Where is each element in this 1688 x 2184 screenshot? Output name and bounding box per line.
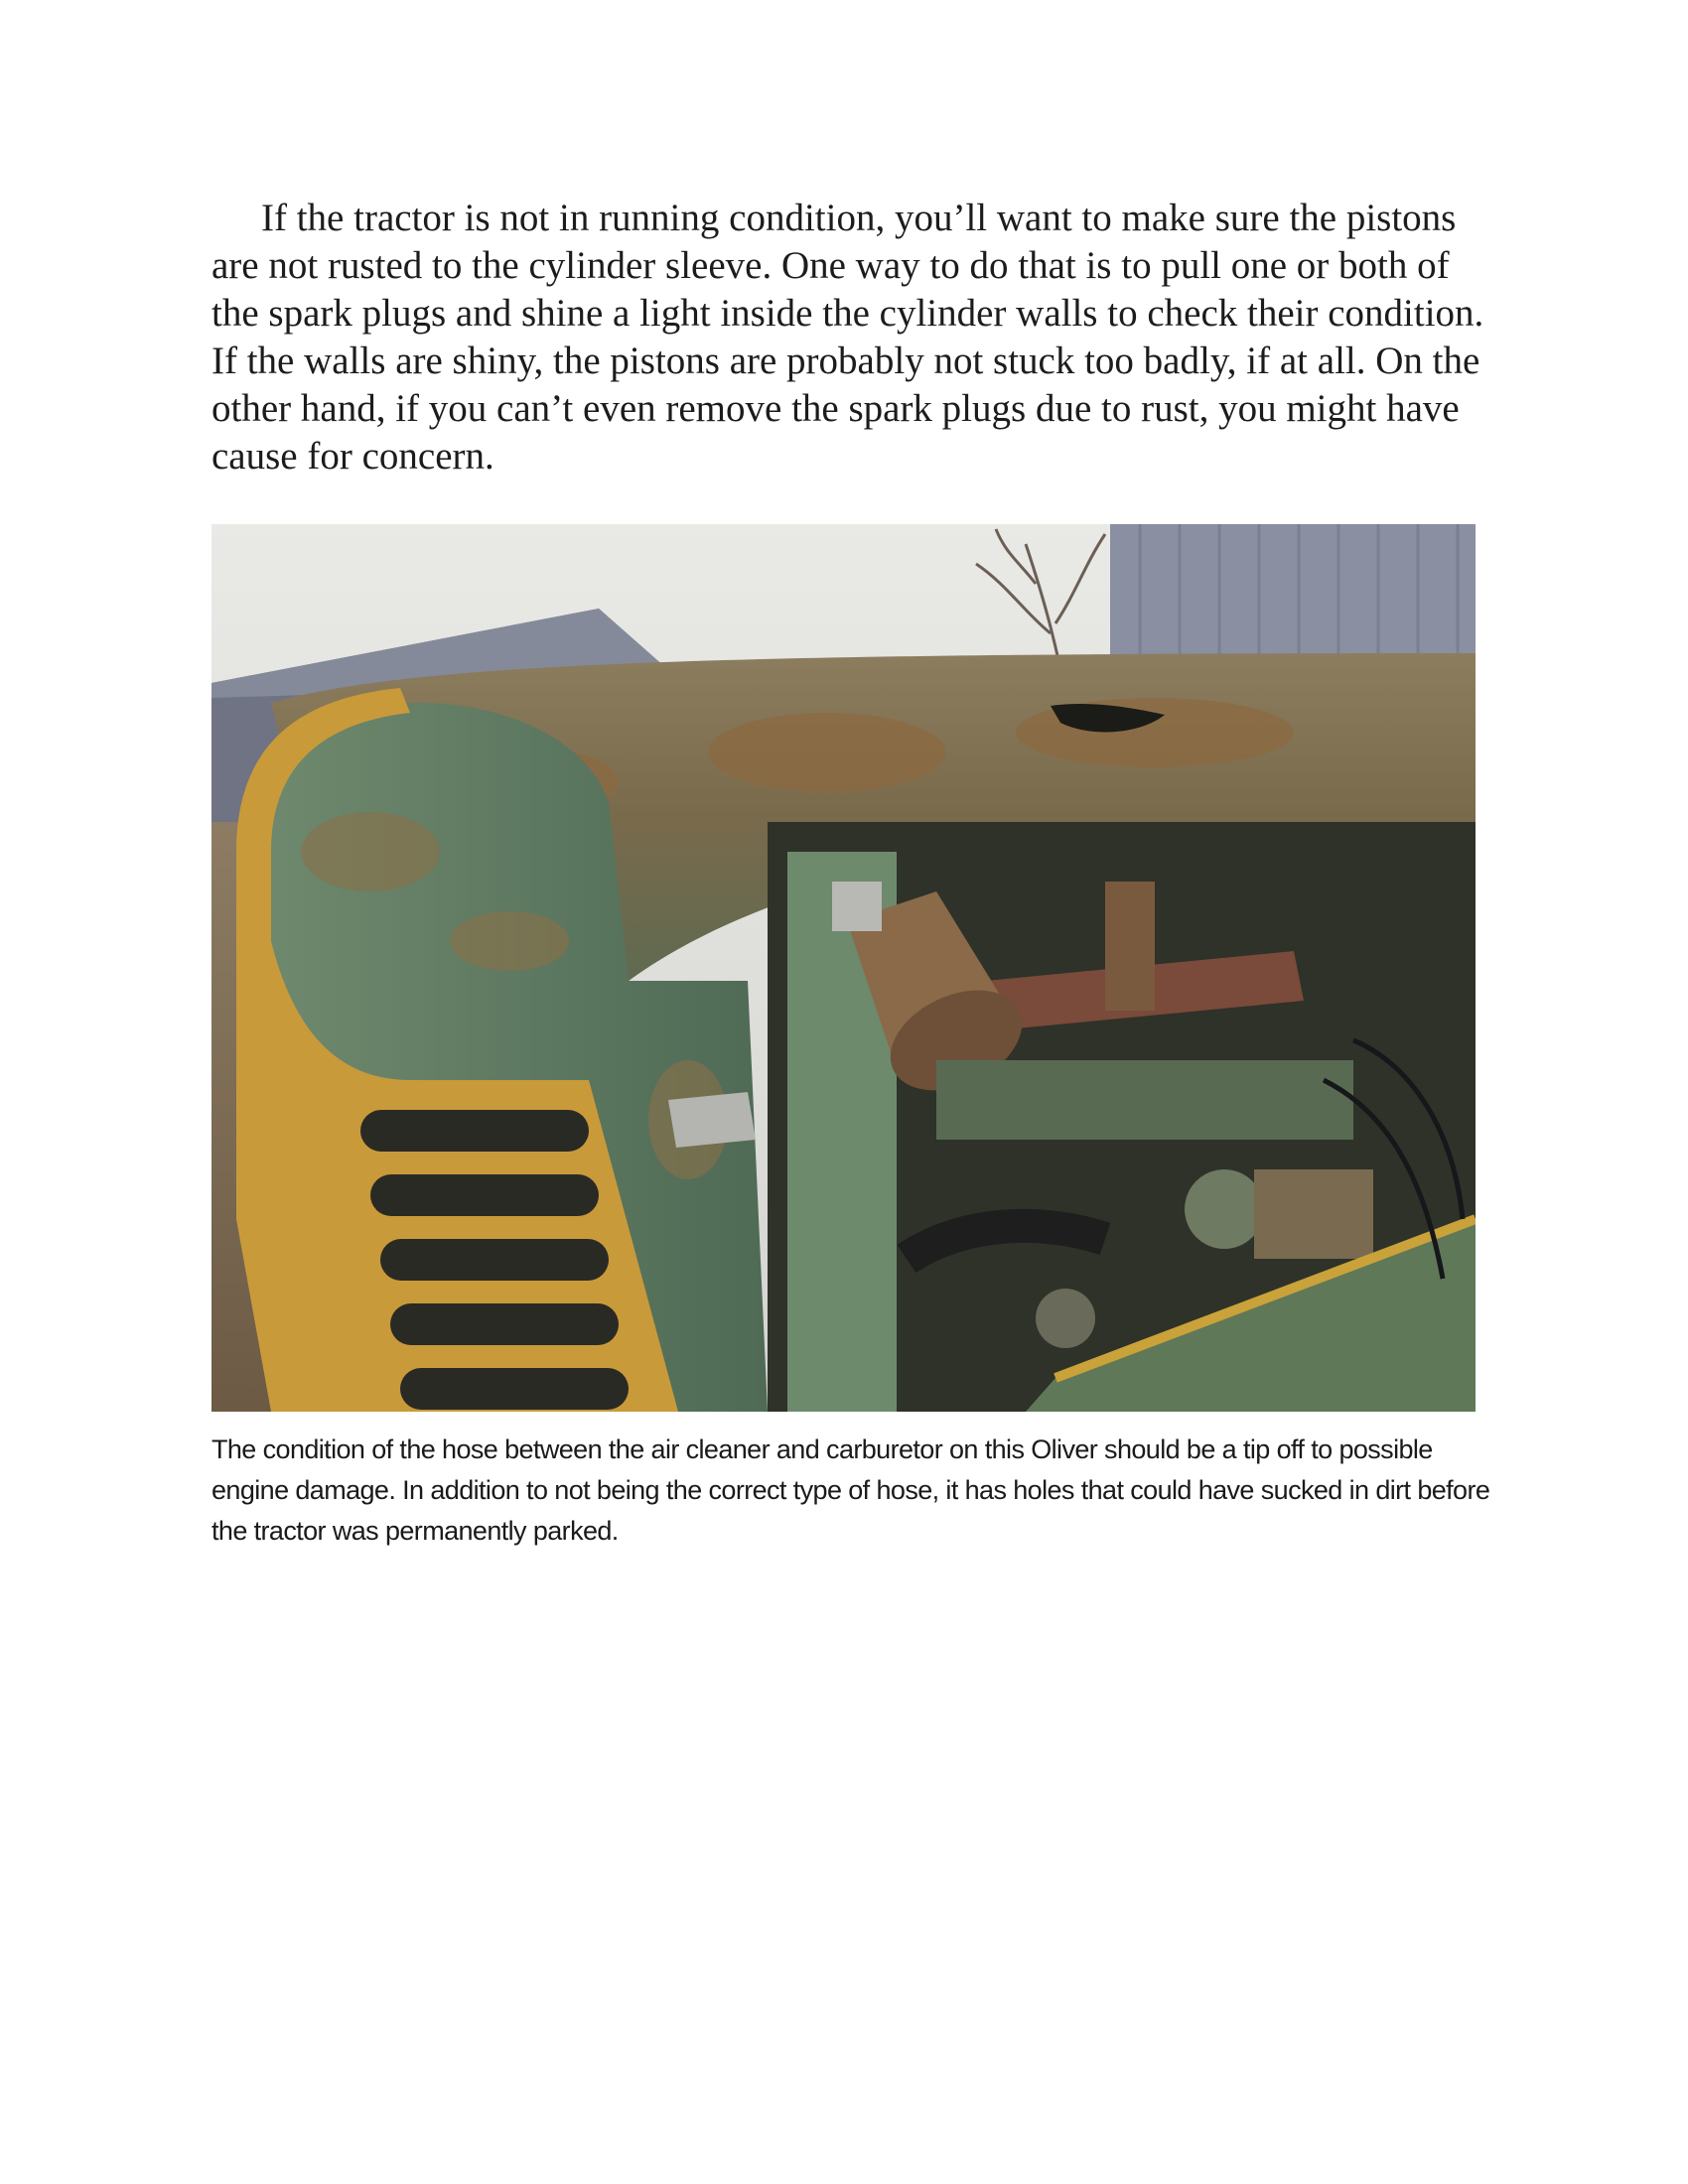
figure-caption: The condition of the hose between the air cleaner and carburetor on this Oliver should be a tip off to possible engine damage. In addition to not being the correct type of hose, it has holes that could have sucked in dirt before the tractor was permanently parked. bbox=[211, 1434, 1490, 1546]
tractor-photo-illustration bbox=[211, 524, 1476, 1412]
tractor-photo bbox=[211, 524, 1476, 1412]
body-paragraph: If the tractor is not in running condition, you’ll want to make sure the pistons are not rusted to the cylinder sleeve. One way to do that is to pull one or both of the spark plugs and shine a light inside the cylinder walls to check their condition. If the walls are shiny, the pistons are probably not stuck too badly, if at all. On the other hand, if you can’t even remove the spark plugs due to rust, you might have cause for concern. bbox=[211, 197, 1484, 478]
